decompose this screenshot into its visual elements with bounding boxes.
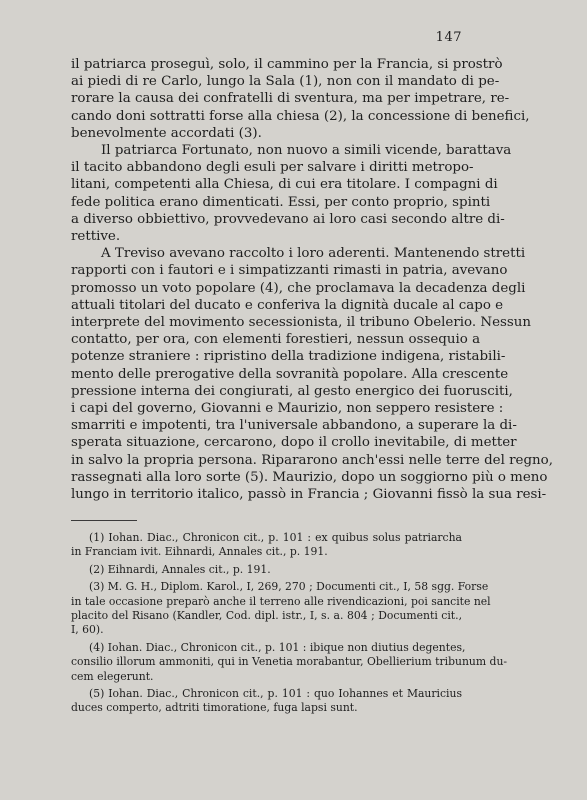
footnote xyxy=(71,563,462,577)
footnote-line: (2) Eihnardi, Annales cit., p. 191. xyxy=(89,562,271,576)
text-line: interprete del movimento secessionista, il tribuno Obelerio. Nessun xyxy=(71,315,531,331)
footnote-line: consilio illorum ammoniti, qui in Venetia morabantur, Obellierium tribunum du- xyxy=(71,655,508,669)
text-line: benevolmente accordati (3). xyxy=(71,125,262,141)
main-text xyxy=(71,56,553,503)
text-line: Il patriarca Fortunato, non nuovo a simili vicende, barattava xyxy=(101,143,512,159)
text-line: mento delle prerogative della sovranità popolare. Alla crescente xyxy=(71,366,509,382)
text-line: smarriti e impotenti, tra l'universale abbandono, a superare la di- xyxy=(71,418,517,434)
text-line: il tacito abbandono degli esuli per salvare i diritti metropo- xyxy=(71,160,474,176)
footnote-line: in Franciam ivit. Eihnardi, Annales cit., p. 191. xyxy=(71,545,328,559)
text-line: rorare la causa dei confratelli di sventura, ma per impetrare, re- xyxy=(71,91,510,107)
text-line: ai piedi di re Carlo, lungo la Sala (1), non con il mandato di pe- xyxy=(71,74,500,90)
paragraph xyxy=(71,245,553,503)
paragraph xyxy=(71,142,512,245)
footnotes xyxy=(71,531,508,719)
footnote-line: in tale occasione preparò anche il terreno alle rivendicazioni, poi sancite nel xyxy=(71,594,491,608)
text-line: pressione interna dei congiurati, al gesto energico dei fuorusciti, xyxy=(71,383,513,399)
text-line: litani, competenti alla Chiesa, di cui era titolare. I compagni di xyxy=(71,177,498,193)
text-line: contatto, per ora, con elementi forestieri, nessun ossequio a xyxy=(71,332,481,348)
footnote-line: (3) M. G. H., Diplom. Karol., I, 269, 270 ; Documenti cit., I, 58 sgg. Forse xyxy=(89,580,489,594)
text-line: sperata situazione, cercarono, dopo il crollo inevitabile, di metter xyxy=(71,435,517,451)
text-line: attuali titolari del ducato e conferiva la dignità ducale al capo e xyxy=(71,297,504,313)
text-line: i capi del governo, Giovanni e Maurizio, non seppero resistere : xyxy=(71,401,504,417)
text-line: rapporti con i fautori e i simpatizzanti rimasti in patria, avevano xyxy=(71,263,508,279)
footnote xyxy=(71,531,462,560)
footnote-separator xyxy=(71,520,137,521)
text-line: in salvo la propria persona. Ripararono anch'essi nelle terre del regno, xyxy=(71,452,553,468)
footnote-line: (4) Iohan. Diac., Chronicon cit., p. 101 : ibique non diutius degentes, xyxy=(89,640,466,654)
footnote-line: duces comperto, adtriti timoratione, fuga lapsi sunt. xyxy=(71,701,358,715)
footnote xyxy=(71,580,491,638)
text-line: cando doni sottratti forse alla chiesa (2), la concessione di benefici, xyxy=(71,108,530,124)
text-line: rassegnati alla loro sorte (5). Maurizio, dopo un soggiorno più o meno xyxy=(71,469,548,485)
footnote-line: cem elegerunt. xyxy=(71,669,154,683)
text-line: lungo in territorio italico, passò in Francia ; Giovanni fissò la sua resi- xyxy=(71,487,547,503)
text-line: potenze straniere : ripristino della tradizione indigena, ristabili- xyxy=(71,349,506,365)
footnote xyxy=(71,687,462,716)
text-line: promosso un voto popolare (4), che proclamava la decadenza degli xyxy=(71,280,526,296)
footnote xyxy=(71,640,508,684)
text-line: A Treviso avevano raccolto i loro aderenti. Mantenendo stretti xyxy=(101,246,526,262)
paragraph xyxy=(71,56,530,142)
footnote-line: placito del Risano (Kandler, Cod. dipl. istr., I, s. a. 804 ; Documenti cit., xyxy=(71,609,462,623)
text-line: a diverso obbiettivo, provvedevano ai loro casi secondo altre di- xyxy=(71,211,505,227)
footnote-line: (1) Iohan. Diac., Chronicon cit., p. 101 : ex quibus solus patriarcha xyxy=(89,531,462,544)
footnote-line: I, 60). xyxy=(71,623,104,637)
footnote-line: (5) Iohan. Diac., Chronicon cit., p. 101 : quo Iohannes et Mauricius xyxy=(89,687,462,701)
text-line: fede politica erano dimenticati. Essi, per conto proprio, spinti xyxy=(71,194,491,210)
text-line: il patriarca proseguì, solo, il cammino per la Francia, si prostrò xyxy=(71,57,503,72)
text-line: rettive. xyxy=(71,229,121,245)
page-number: 147 xyxy=(435,30,462,45)
